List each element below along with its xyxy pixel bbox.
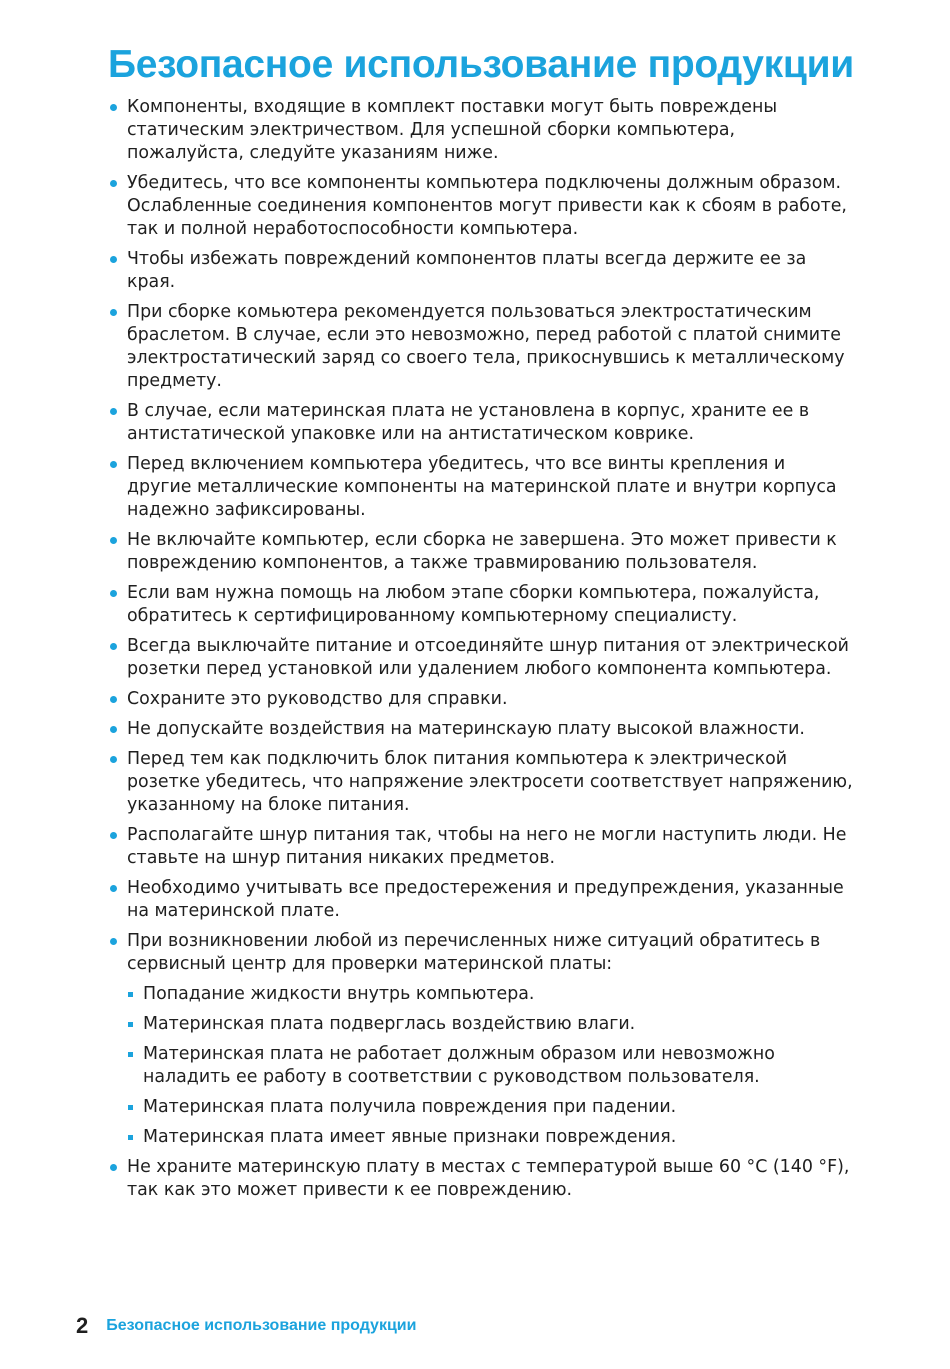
service-situations-list <box>127 983 853 1149</box>
list-item <box>108 1156 853 1202</box>
bullet-icon <box>110 461 117 468</box>
list-item <box>108 172 853 241</box>
list-item <box>108 688 853 711</box>
list-item <box>108 582 853 628</box>
list-item <box>108 748 853 817</box>
sub-list-item-text: Материнская плата имеет явные признаки повреждения. <box>143 1127 677 1147</box>
bullet-icon <box>110 256 117 263</box>
safety-list <box>108 96 853 1202</box>
square-bullet-icon <box>128 1105 133 1110</box>
sub-list-item <box>127 1126 853 1149</box>
bullet-icon <box>110 104 117 111</box>
list-item <box>108 718 853 741</box>
list-item <box>108 400 853 446</box>
list-item-text: Сохраните это руководство для справки. <box>127 689 508 709</box>
list-item-text: В случае, если материнская плата не установлена в корпус, храните ее в антистатической упаковке или на антистатическом коврике. <box>127 401 810 444</box>
list-item <box>108 248 853 294</box>
list-item <box>108 930 853 1149</box>
bullet-icon <box>110 1164 117 1171</box>
list-item <box>108 301 853 393</box>
list-item-text: Убедитесь, что все компоненты компьютера подключены должным образом. Ослабленные соединения компонентов могут привести как к сбоям в работе, так и полной неработоспособности компьютера. <box>127 173 847 239</box>
bullet-icon <box>110 885 117 892</box>
list-item-text: Перед тем как подключить блок питания компьютера к электрической розетке убедитесь, что напряжение электросети соответствует напряжению, указанному на блоке питания. <box>127 749 853 815</box>
page-title: Безопасное использование продукции <box>108 43 854 86</box>
sub-list-item <box>127 1013 853 1036</box>
bullet-icon <box>110 537 117 544</box>
bullet-icon <box>110 756 117 763</box>
bullet-icon <box>110 408 117 415</box>
list-item <box>108 529 853 575</box>
sub-list-item-text: Материнская плата не работает должным образом или невозможно наладить ее работу в соответствии с руководством пользователя. <box>143 1044 775 1087</box>
list-item-text: Перед включением компьютера убедитесь, что все винты крепления и другие металлические компоненты на материнской плате и внутри корпуса надежно зафиксированы. <box>127 454 837 520</box>
sub-list-item <box>127 983 853 1006</box>
list-item-text: Если вам нужна помощь на любом этапе сборки компьютера, пожалуйста, обратитесь к сертифицированному компьютерному специалисту. <box>127 583 820 626</box>
list-item <box>108 877 853 923</box>
bullet-icon <box>110 309 117 316</box>
list-item-text: Чтобы избежать повреждений компонентов платы всегда держите ее за края. <box>127 249 807 292</box>
bullet-icon <box>110 180 117 187</box>
bullet-icon <box>110 590 117 597</box>
sub-list-item-text: Материнская плата подверглась воздействию влаги. <box>143 1014 636 1034</box>
bullet-icon <box>110 643 117 650</box>
sub-list-item <box>127 1096 853 1119</box>
list-item <box>108 824 853 870</box>
sub-list-item-text: Материнская плата получила повреждения при падении. <box>143 1097 677 1117</box>
square-bullet-icon <box>128 1135 133 1140</box>
list-item <box>108 96 853 165</box>
list-item-text: При сборке комьютера рекомендуется пользоваться электростатическим браслетом. В случае, если это невозможно, перед работой с платой снимите электростатический заряд со своего тела, прикоснувшись к металлическому предмету. <box>127 302 845 391</box>
list-item-text: Не включайте компьютер, если сборка не завершена. Это может привести к повреждению компонентов, а также травмированию пользователя. <box>127 530 837 573</box>
sub-list-item <box>127 1043 853 1089</box>
sub-list-item-text: Попадание жидкости внутрь компьютера. <box>143 984 535 1004</box>
list-item-text: Всегда выключайте питание и отсоединяйте шнур питания от электрической розетки перед установкой или удалением любого компонента компьютера. <box>127 636 849 679</box>
list-item <box>108 453 853 522</box>
square-bullet-icon <box>128 992 133 997</box>
bullet-icon <box>110 696 117 703</box>
list-item-text: Компоненты, входящие в комплект поставки могут быть повреждены статическим электричеством. Для успешной сборки компьютера, пожалуйста, следуйте указаниям ниже. <box>127 97 778 163</box>
list-item-text: Необходимо учитывать все предостережения и предупреждения, указанные на материнской плате. <box>127 878 844 921</box>
bullet-icon <box>110 726 117 733</box>
list-item-text: Не допускайте воздействия на материнскаую плату высокой влажности. <box>127 719 805 739</box>
page-number: 2 <box>76 1313 89 1338</box>
bullet-icon <box>110 938 117 945</box>
footer-section-title: Безопасное использование продукции <box>106 1317 417 1334</box>
square-bullet-icon <box>128 1052 133 1057</box>
bullet-icon <box>110 832 117 839</box>
safety-instructions <box>108 96 853 1209</box>
list-item-text: При возникновении любой из перечисленных ниже ситуаций обратитесь в сервисный центр для проверки материнской платы: <box>127 931 821 974</box>
square-bullet-icon <box>128 1022 133 1027</box>
list-item-text: Не храните материнскую плату в местах с температурой выше 60 °C (140 °F), так как это может привести к ее повреждению. <box>127 1157 850 1200</box>
page-footer <box>76 1313 416 1339</box>
list-item <box>108 635 853 681</box>
list-item-text: Располагайте шнур питания так, чтобы на него не могли наступить люди. Не ставьте на шнур питания никаких предметов. <box>127 825 847 868</box>
